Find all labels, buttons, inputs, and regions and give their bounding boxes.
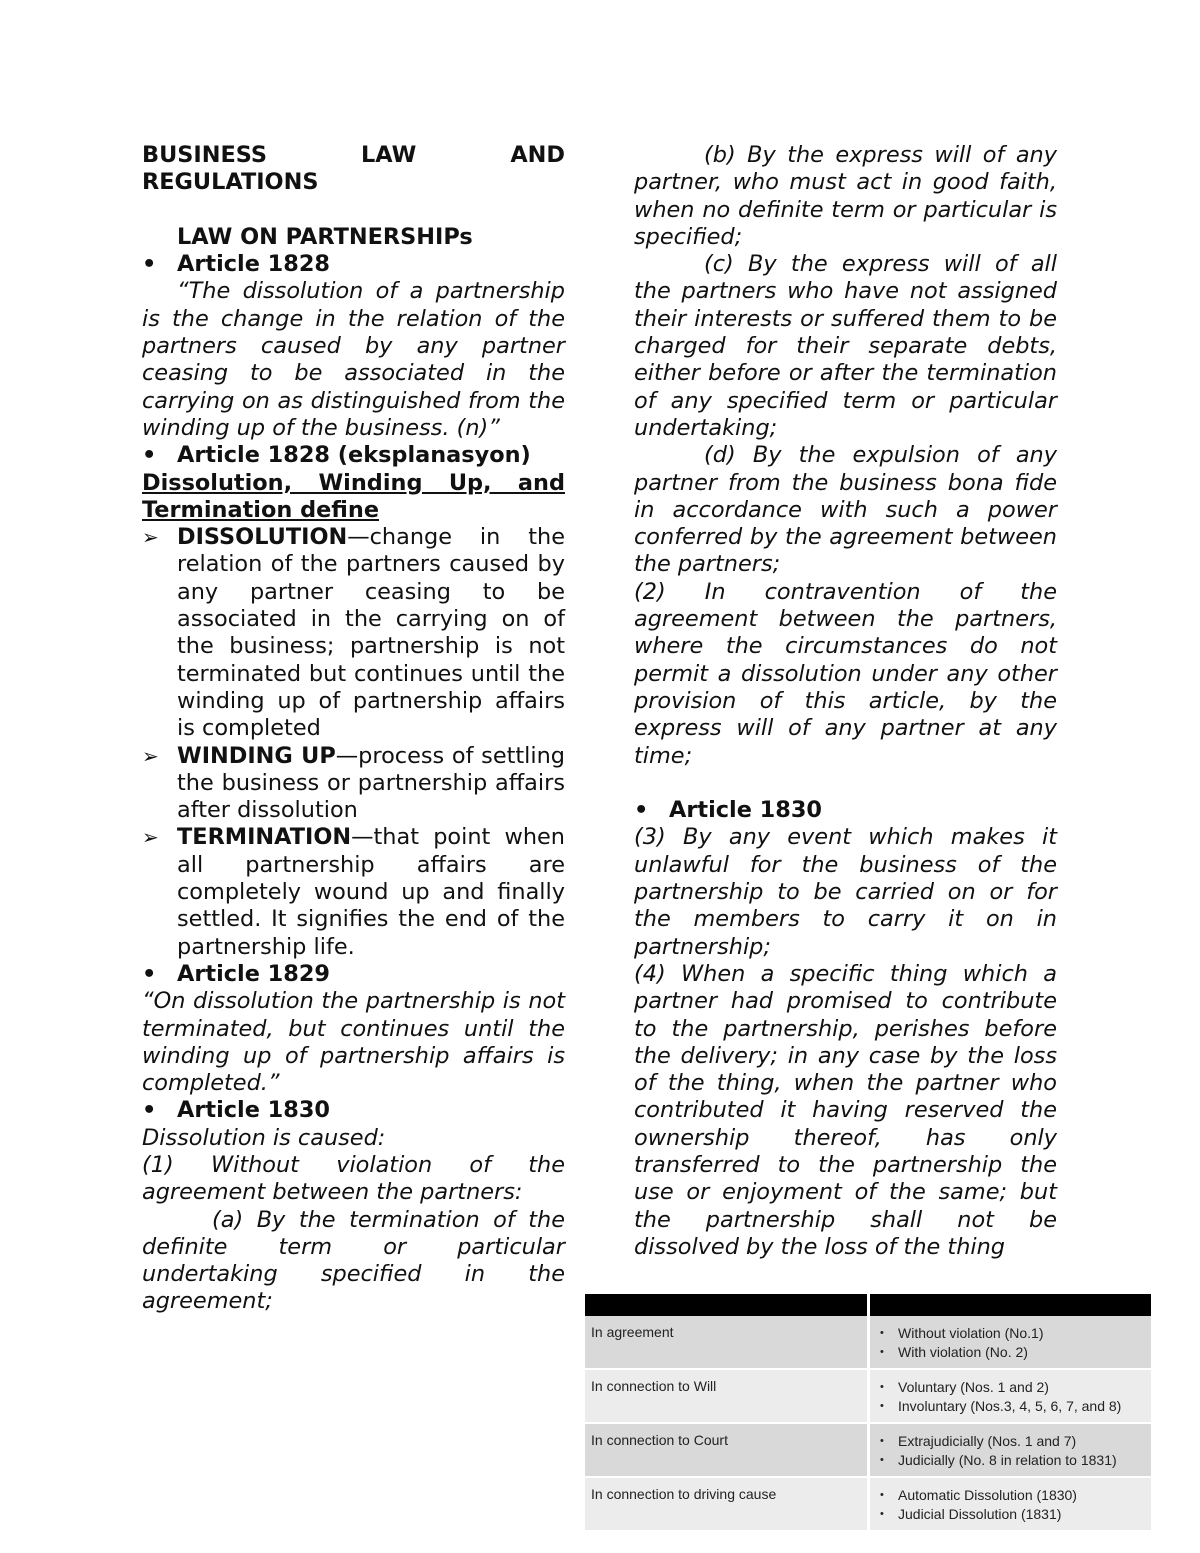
article-1829-heading: • Article 1829: [142, 960, 330, 987]
article-1830-heading: • Article 1830: [142, 1097, 330, 1124]
bullet-icon: •: [142, 1097, 157, 1124]
table-cell-label: In connection to Court: [585, 1423, 869, 1477]
definitions-heading: Dissolution, Winding Up, and Termination define: [142, 469, 565, 523]
article-1830-item-c: (c) By the express will of all the partners who have not assigned their interests or suffered them to be charged for their separate debts, either before or after the termination of any specified term or particular undertaking;: [634, 251, 1057, 441]
title-word: BUSINESS: [142, 142, 267, 168]
arrow-bullet-icon: ➢: [142, 743, 159, 768]
dissolution-classification-table: [585, 1294, 1151, 1532]
article-1830-item-1a: (a) By the termination of the definite term or particular undertaking specified in the agreement;: [142, 1206, 565, 1315]
table-cell-items: [869, 1477, 1152, 1531]
section-title: LAW ON PARTNERSHIPs: [177, 223, 473, 250]
table-header-row: [585, 1294, 1151, 1316]
arrow-bullet-icon: ➢: [142, 825, 159, 850]
table-cell-label: In connection to driving cause: [585, 1477, 869, 1531]
document-title-line2: REGULATIONS: [142, 169, 319, 196]
list-item: • Judicially (No. 8 in relation to 1831): [876, 1451, 1145, 1470]
table-row: [585, 1316, 1151, 1369]
article-1830-item-3: (3) By any event which makes it unlawful for the business of the partnership to be carried on or for the members to carry it on in partnership;: [634, 824, 1057, 960]
article-1828-heading: • Article 1828: [142, 251, 330, 278]
table-cell-label: In connection to Will: [585, 1369, 869, 1423]
article-1828-explanation-heading: • Article 1828 (eksplanasyon): [142, 442, 531, 469]
article-1830-item-d: (d) By the expulsion of any partner from the business bona fide in accordance with such a power conferred by the agreement between the partners;: [634, 442, 1057, 578]
table-row: [585, 1477, 1151, 1531]
bullet-icon: •: [142, 251, 157, 278]
article-1830-intro: Dissolution is caused:: [142, 1124, 386, 1151]
title-word: LAW: [361, 142, 417, 168]
definition-dissolution: ➢ DISSOLUTION—change in the relation of the partners caused by any partner ceasing to be associated in the carrying on of the business; partnership is not terminated but continues until the winding up of partnership affairs is completed: [142, 524, 565, 742]
list-item: • Involuntary (Nos.3, 4, 5, 6, 7, and 8): [876, 1397, 1145, 1416]
table-cell-label: In agreement: [585, 1316, 869, 1369]
list-item: • With violation (No. 2): [876, 1343, 1145, 1362]
definition-termination: ➢ TERMINATION—that point when all partnership affairs are completely wound up and finally settled. It signifies the end of the partnership life.: [142, 824, 565, 960]
table-header-cell: [869, 1294, 1152, 1316]
list-item: • Voluntary (Nos. 1 and 2): [876, 1378, 1145, 1397]
table-row: [585, 1369, 1151, 1423]
article-1830-item-1: (1) Without violation of the agreement between the partners:: [142, 1151, 565, 1206]
list-item: • Without violation (No.1): [876, 1324, 1145, 1343]
table-header-cell: [585, 1294, 869, 1316]
table-cell-items: [869, 1316, 1152, 1369]
article-1830-heading-right: • Article 1830: [634, 797, 822, 824]
list-item: • Extrajudicially (Nos. 1 and 7): [876, 1432, 1145, 1451]
bullet-icon: •: [142, 442, 157, 469]
definition-winding-up: ➢ WINDING UP—process of settling the business or partnership affairs after dissolution: [142, 742, 565, 824]
article-1828-text: “The dissolution of a partnership is the change in the relation of the partners caused by any partner ceasing to be associated in the carrying on as distinguished from the winding up of the business. (n)”: [142, 278, 565, 441]
bullet-icon: •: [634, 797, 649, 824]
right-column: [634, 142, 1057, 1261]
article-1830-item-4: (4) When a specific thing which a partner had promised to contribute to the partnership, perishes before the delivery; in any case by the loss of the thing, when the partner who contributed it having reserved the ownership thereof, has only transferred to the partnership the use or enjoyment of the same; but the partnership shall not be dissolved by the loss of the thing: [634, 960, 1057, 1260]
list-item: • Judicial Dissolution (1831): [876, 1505, 1145, 1524]
table-row: [585, 1423, 1151, 1477]
article-1829-text: “On dissolution the partnership is not terminated, but continues until the winding up of partnership affairs is completed.”: [142, 988, 565, 1097]
bullet-icon: •: [142, 960, 157, 987]
document-title-line1: [142, 142, 565, 169]
table-cell-items: [869, 1369, 1152, 1423]
left-column: [142, 142, 565, 1316]
article-1830-item-2: (2) In contravention of the agreement between the partners, where the circumstances do not permit a dissolution under any other provision of this article, by the express will of any partner at any time;: [634, 578, 1057, 769]
title-word: AND: [510, 142, 565, 168]
arrow-bullet-icon: ➢: [142, 525, 159, 550]
table-cell-items: [869, 1423, 1152, 1477]
article-1830-item-b: (b) By the express will of any partner, who must act in good faith, when no definite term or particular is specified;: [634, 142, 1057, 250]
list-item: • Automatic Dissolution (1830): [876, 1486, 1145, 1505]
